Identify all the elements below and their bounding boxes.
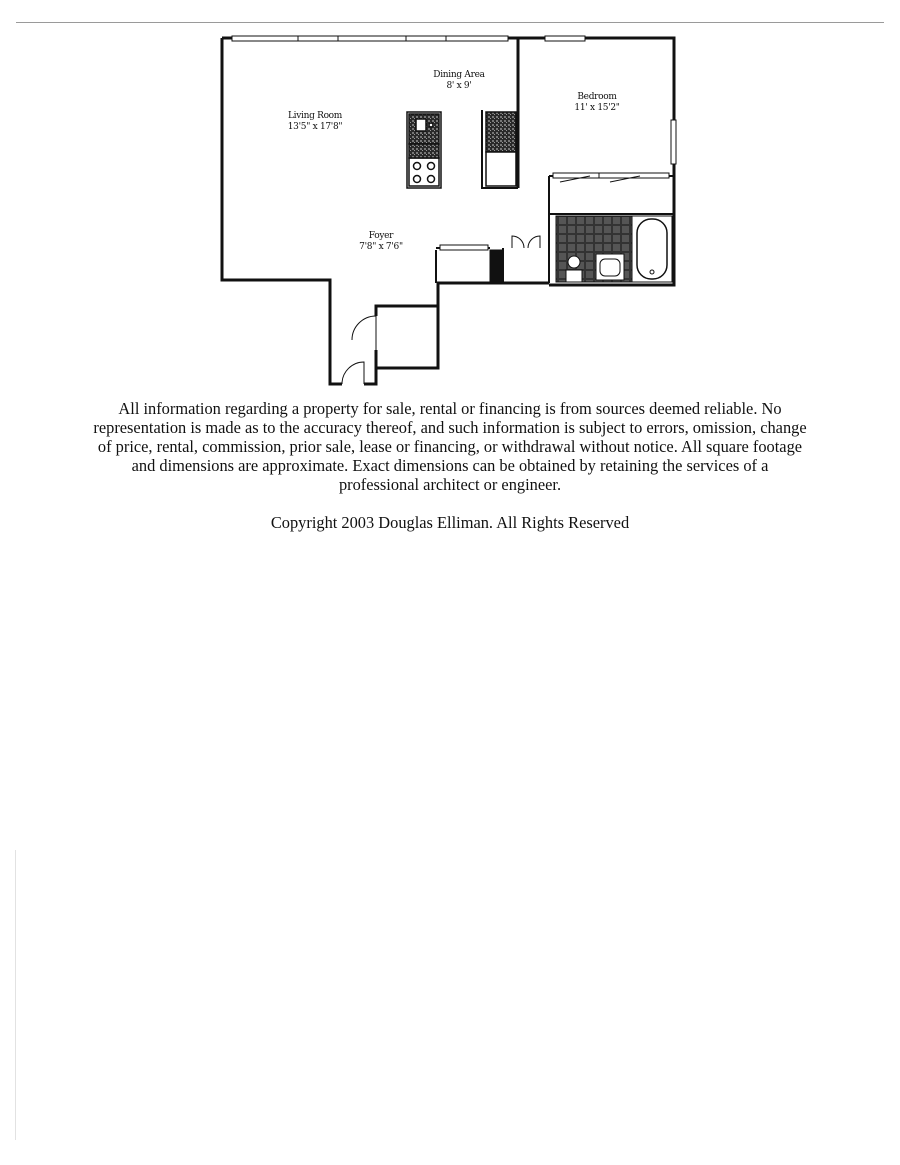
bathroom [556, 216, 672, 282]
kitchen-island [407, 112, 441, 188]
disclaimer-text: All information regarding a property for sale, rental or financing is from sources deemed reliable. No representation is made as to the accuracy thereof, and such information is subject to errors, omission, change of price, rental, commission, prior sale, lease or financing, or withdrawal without notice. All square footage and dimensions are approximate. Exact dimensions can be obtained by retaining the services of a professional architect or engineer. [93, 399, 807, 494]
bedroom-dims: 11' x 15'2" [574, 103, 620, 113]
foyer-dims: 7'8" x 7'6" [359, 242, 403, 252]
floor-plan [0, 0, 900, 400]
entry-doors [342, 316, 376, 384]
dining-area-name: Dining Area [433, 70, 485, 80]
hall-double-doors [512, 236, 540, 248]
foyer-closet [440, 245, 503, 283]
scan-artifact-line [15, 850, 16, 1140]
foyer-name: Foyer [368, 231, 394, 241]
living-room-name: Living Room [287, 111, 343, 121]
living-room-dims: 13'5" x 17'8" [287, 122, 343, 132]
copyright-notice: Copyright 2003 Douglas Elliman. All Rights Reserved [270, 513, 630, 532]
bedroom-closet-doors [553, 173, 669, 182]
kitchen-counter [486, 112, 516, 186]
dining-area-dims: 8' x 9' [446, 81, 472, 91]
bedroom-name: Bedroom [577, 92, 617, 102]
